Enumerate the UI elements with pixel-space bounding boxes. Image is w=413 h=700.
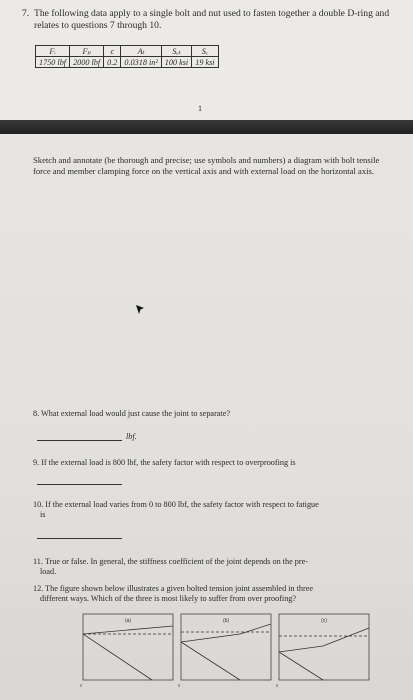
joint-diagram-b bbox=[178, 612, 273, 688]
figure-a-label: (a) bbox=[124, 618, 132, 624]
sketch-prompt: Sketch and annotate (be thorough and precise; use symbols and numbers) a diagram with bolt tensile force and member clamping force on the vertical axis and with external load on the horizontal axis. bbox=[33, 155, 380, 176]
question-12-line-1: 12. The figure shown below illustrates a given bolted tension joint assembled in three bbox=[33, 584, 313, 593]
value-sut: 100 ksi bbox=[161, 57, 191, 68]
header-at: Aₜ bbox=[121, 46, 161, 57]
value-se: 19 ksi bbox=[192, 57, 218, 68]
answer-blank-8[interactable] bbox=[37, 440, 122, 441]
figure-c-label: (c) bbox=[321, 618, 327, 624]
header-se: Sₑ bbox=[192, 46, 218, 57]
question-7-number: 7. bbox=[22, 8, 30, 19]
bolt-properties-table bbox=[35, 45, 219, 68]
table-value-row bbox=[36, 57, 219, 68]
answer-blank-9[interactable] bbox=[37, 484, 122, 485]
page-1-bottom bbox=[0, 0, 413, 120]
figure-a-origin: 0 bbox=[80, 683, 82, 688]
question-11: 11. True or false. In general, the stiffness coefficient of the joint depends on the pre- bbox=[33, 557, 308, 566]
page-gap-shadow bbox=[0, 120, 413, 134]
answer-blank-10[interactable] bbox=[37, 538, 122, 539]
figure-c-origin: 0 bbox=[276, 683, 278, 688]
value-fi: 1750 lbf bbox=[36, 57, 70, 68]
mouse-cursor-icon bbox=[135, 304, 145, 316]
question-8-unit: lbf. bbox=[126, 432, 137, 441]
question-10-continued: is bbox=[40, 510, 46, 519]
value-at: 0.0318 in² bbox=[121, 57, 161, 68]
header-sut: Sᵤₜ bbox=[161, 46, 191, 57]
question-12-line-2: different ways. Which of the three is most likely to suffer from over proofing? bbox=[40, 594, 297, 603]
header-fi: Fᵢ bbox=[36, 46, 70, 57]
page-number: 1 bbox=[198, 104, 202, 113]
header-c: c bbox=[104, 46, 121, 57]
table-header-row bbox=[36, 46, 219, 57]
question-9: 9. If the external load is 800 lbf, the safety factor with respect to overproofing is bbox=[33, 458, 296, 467]
question-7-text: The following data apply to a single bolt and nut used to fasten together a double D-ring and relates to questions 7 through 10. bbox=[34, 8, 390, 31]
value-c: 0.2 bbox=[104, 57, 121, 68]
question-8: 8. What external load would just cause the joint to separate? bbox=[33, 409, 230, 418]
header-fp: Fₚ bbox=[70, 46, 104, 57]
value-fp: 2000 lbf bbox=[70, 57, 104, 68]
figure-b-origin: 0 bbox=[178, 683, 180, 688]
joint-diagram-a bbox=[80, 612, 175, 688]
figure-b-label: (b) bbox=[222, 618, 230, 624]
joint-diagram-c bbox=[276, 612, 371, 688]
question-7 bbox=[22, 8, 397, 32]
question-10: 10. If the external load varies from 0 to 800 lbf, the safety factor with respect to fatigue bbox=[33, 500, 319, 509]
question-11-continued: load. bbox=[40, 567, 57, 576]
